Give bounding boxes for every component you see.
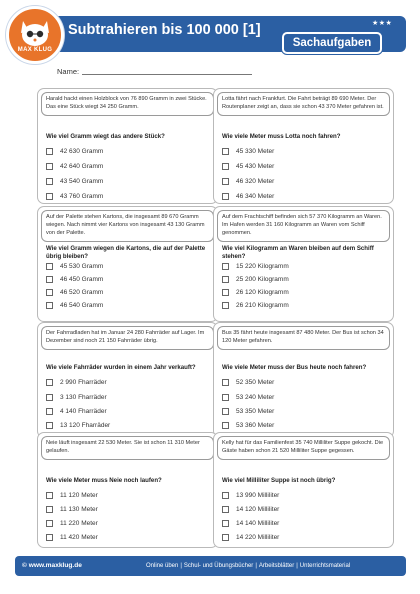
checkbox[interactable] (222, 148, 229, 155)
answer-option[interactable] (222, 407, 274, 416)
checkbox[interactable] (222, 193, 229, 200)
question: Wie viele Meter muss Neie noch laufen? (46, 477, 162, 484)
checkbox[interactable] (46, 422, 53, 429)
checkbox[interactable] (222, 534, 229, 541)
separator: | (180, 563, 182, 569)
option-label: 2 990 Fharräder (60, 379, 107, 386)
checkbox[interactable] (46, 534, 53, 541)
option-label: 11 120 Meter (60, 492, 98, 499)
checkbox[interactable] (46, 163, 53, 170)
exercise-card (213, 432, 394, 548)
option-label: 45 330 Meter (236, 148, 275, 155)
answer-option[interactable] (222, 533, 279, 542)
checkbox[interactable] (46, 302, 53, 309)
exercise-card (37, 432, 218, 548)
max-klug-logo (6, 6, 64, 64)
checkbox[interactable] (222, 422, 229, 429)
question: Wie viele Meter muss Lotta noch fahren? (222, 133, 341, 140)
exercise-card (213, 322, 394, 438)
answer-option[interactable] (46, 162, 103, 171)
checkbox[interactable] (46, 263, 53, 270)
checkbox[interactable] (46, 506, 53, 513)
answer-option[interactable] (46, 378, 107, 387)
answer-option[interactable] (222, 147, 274, 156)
option-label: 15 220 Kilogramm (236, 263, 289, 270)
answer-option[interactable] (222, 505, 279, 514)
checkbox[interactable] (222, 394, 229, 401)
option-label: 4 140 Fharräder (60, 408, 107, 415)
option-label: 46 520 Gramm (60, 289, 104, 296)
checkbox[interactable] (222, 276, 229, 283)
problem-text: Lotta fährt nach Frankfurt. Die Fahrt beträgt 89 690 Meter. Der Routenplaner zeigt an, dass sie schon 43 370 Meter gefahren ist. (217, 92, 390, 116)
option-label: 14 140 Milliliter (236, 520, 280, 527)
option-label: 26 120 Kilogramm (236, 289, 289, 296)
option-label: 3 130 Fharräder (60, 394, 107, 401)
option-label: 43 540 Gramm (60, 178, 104, 185)
option-label: 14 120 Milliliter (236, 506, 280, 513)
checkbox[interactable] (222, 379, 229, 386)
answer-option[interactable] (46, 533, 98, 542)
answer-option[interactable] (46, 288, 103, 297)
problem-text: Auf der Palette stehen Kartons, die insgesamt 89 670 Gramm wiegen. Nach nimmt vier Kartons von insgesamt 43 130 Gramm von der Palette. (41, 210, 214, 242)
exercise-card (37, 322, 218, 438)
answer-option[interactable] (46, 262, 103, 271)
checkbox[interactable] (222, 492, 229, 499)
checkbox[interactable] (46, 148, 53, 155)
answer-option[interactable] (46, 491, 98, 500)
answer-option[interactable] (222, 162, 274, 171)
question: Wie viel Gramm wiegt das andere Stück? (46, 133, 165, 140)
checkbox[interactable] (46, 408, 53, 415)
answer-option[interactable] (46, 505, 98, 514)
answer-option[interactable] (222, 519, 279, 528)
logo-text: MAX KLUG (17, 47, 53, 53)
answer-option[interactable] (222, 275, 289, 284)
checkbox[interactable] (222, 178, 229, 185)
checkbox[interactable] (46, 520, 53, 527)
checkbox[interactable] (46, 276, 53, 283)
option-label: 46 340 Meter (236, 193, 275, 200)
answer-option[interactable] (46, 192, 103, 201)
checkbox[interactable] (46, 379, 53, 386)
checkbox[interactable] (46, 394, 53, 401)
category-tag: Sachaufgaben (282, 32, 382, 54)
option-label: 53 360 Meter (236, 422, 275, 429)
problem-text: Auf dem Frachtschiff befinden sich 57 370 Kilogramm an Waren. Im Hafen werden 31 160 Kilogramm an Waren vom Schiff genommen. (217, 210, 390, 242)
option-label: 14 220 Milliliter (236, 534, 280, 541)
option-label: 11 220 Meter (60, 520, 98, 527)
checkbox[interactable] (46, 178, 53, 185)
option-label: 11 130 Meter (60, 506, 98, 513)
checkbox[interactable] (222, 520, 229, 527)
answer-option[interactable] (46, 407, 107, 416)
option-label: 45 530 Gramm (60, 263, 104, 270)
problem-text: Kelly hat für das Familienfest 35 740 Milliliter Suppe gekocht. Die Gäste haben schon 21 520 Milliliter Suppe gegessen. (217, 436, 390, 460)
checkbox[interactable] (222, 506, 229, 513)
option-label: 46 320 Meter (236, 178, 275, 185)
footer-link-online[interactable]: Online üben (146, 563, 179, 569)
exercise-card (213, 88, 394, 204)
option-label: 13 990 Milliliter (236, 492, 280, 499)
name-label: Name: (57, 67, 80, 76)
option-label: 45 430 Meter (236, 163, 275, 170)
answer-option[interactable] (222, 491, 279, 500)
option-label: 46 450 Gramm (60, 276, 104, 283)
copyright-link[interactable]: © www.maxklug.de (22, 562, 82, 569)
answer-option[interactable] (46, 275, 103, 284)
option-label: 46 540 Gramm (60, 302, 104, 309)
answer-option[interactable] (46, 301, 103, 310)
problem-text: Harald hackt einen Holzblock von 76 890 Gramm in zwei Stücke. Das eine Stück wiegt 34 250 Gramm. (41, 92, 214, 116)
question: Wie viel Milliliter Suppe ist noch übrig? (222, 477, 336, 484)
checkbox[interactable] (46, 193, 53, 200)
answer-option[interactable] (46, 519, 98, 528)
answer-option[interactable] (222, 393, 274, 402)
footer-link-materials[interactable]: Unterrichtsmaterial (299, 563, 351, 569)
checkbox[interactable] (46, 289, 53, 296)
option-label: 26 210 Kilogramm (236, 302, 289, 309)
problem-text: Der Fahrradladen hat im Januar 24 280 Fahrräder auf Lager. Im Dezember sind noch 21 150 Fahrräder übrig. (41, 326, 214, 350)
option-label: 43 760 Gramm (60, 193, 104, 200)
question: Wie viel Kilogramm an Waren bleiben auf dem Schiff stehen? (222, 245, 374, 260)
answer-option[interactable] (222, 421, 274, 430)
footer-link-worksheets[interactable]: Arbeitsblätter (258, 563, 295, 569)
answer-option[interactable] (222, 288, 289, 297)
checkbox[interactable] (222, 408, 229, 415)
answer-option[interactable] (46, 393, 107, 402)
answer-option[interactable] (222, 378, 274, 387)
checkbox[interactable] (222, 302, 229, 309)
footer-link-books[interactable]: Schul- und Übungsbücher (183, 563, 254, 569)
exercise-card (213, 206, 394, 322)
checkbox[interactable] (222, 289, 229, 296)
option-label: 11 420 Meter (60, 534, 98, 541)
option-label: 13 120 Fharräder (60, 422, 111, 429)
page-title: Subtrahieren bis 100 000 [1] (68, 22, 261, 38)
exercise-card (37, 206, 218, 322)
answer-option[interactable] (222, 301, 289, 310)
problem-text: Bus 35 fährt heute insgesamt 87 480 Meter. Der Bus ist schon 34 120 Meter gefahren. (217, 326, 390, 350)
exercise-card (37, 88, 218, 204)
checkbox[interactable] (222, 163, 229, 170)
footer-links (146, 563, 350, 569)
name-input-line[interactable] (82, 74, 252, 75)
question: Wie viele Fahrräder wurden in einem Jahr verkauft? (46, 364, 196, 371)
separator: | (255, 563, 257, 569)
option-label: 52 350 Meter (236, 379, 275, 386)
option-label: 53 240 Meter (236, 394, 275, 401)
answer-option[interactable] (222, 177, 274, 186)
fox-icon (9, 9, 61, 61)
separator: | (296, 563, 298, 569)
answer-option[interactable] (46, 177, 103, 186)
difficulty-stars: ★★★ (372, 20, 393, 27)
checkbox[interactable] (46, 492, 53, 499)
question: Wie viele Meter muss der Bus heute noch fahren? (222, 364, 367, 371)
option-label: 42 630 Gramm (60, 148, 104, 155)
answer-option[interactable] (46, 421, 110, 430)
question: Wie viel Gramm wiegen die Kartons, die auf der Palette übrig bleiben? (46, 245, 206, 260)
option-label: 25 200 Kilogramm (236, 276, 289, 283)
answer-option[interactable] (46, 147, 103, 156)
answer-option[interactable] (222, 192, 274, 201)
option-label: 53 350 Meter (236, 408, 275, 415)
checkbox[interactable] (222, 263, 229, 270)
problem-text: Neie läuft insgesamt 22 530 Meter. Sie ist schon 11 310 Meter gelaufen. (41, 436, 214, 460)
answer-option[interactable] (222, 262, 289, 271)
option-label: 42 640 Gramm (60, 163, 104, 170)
